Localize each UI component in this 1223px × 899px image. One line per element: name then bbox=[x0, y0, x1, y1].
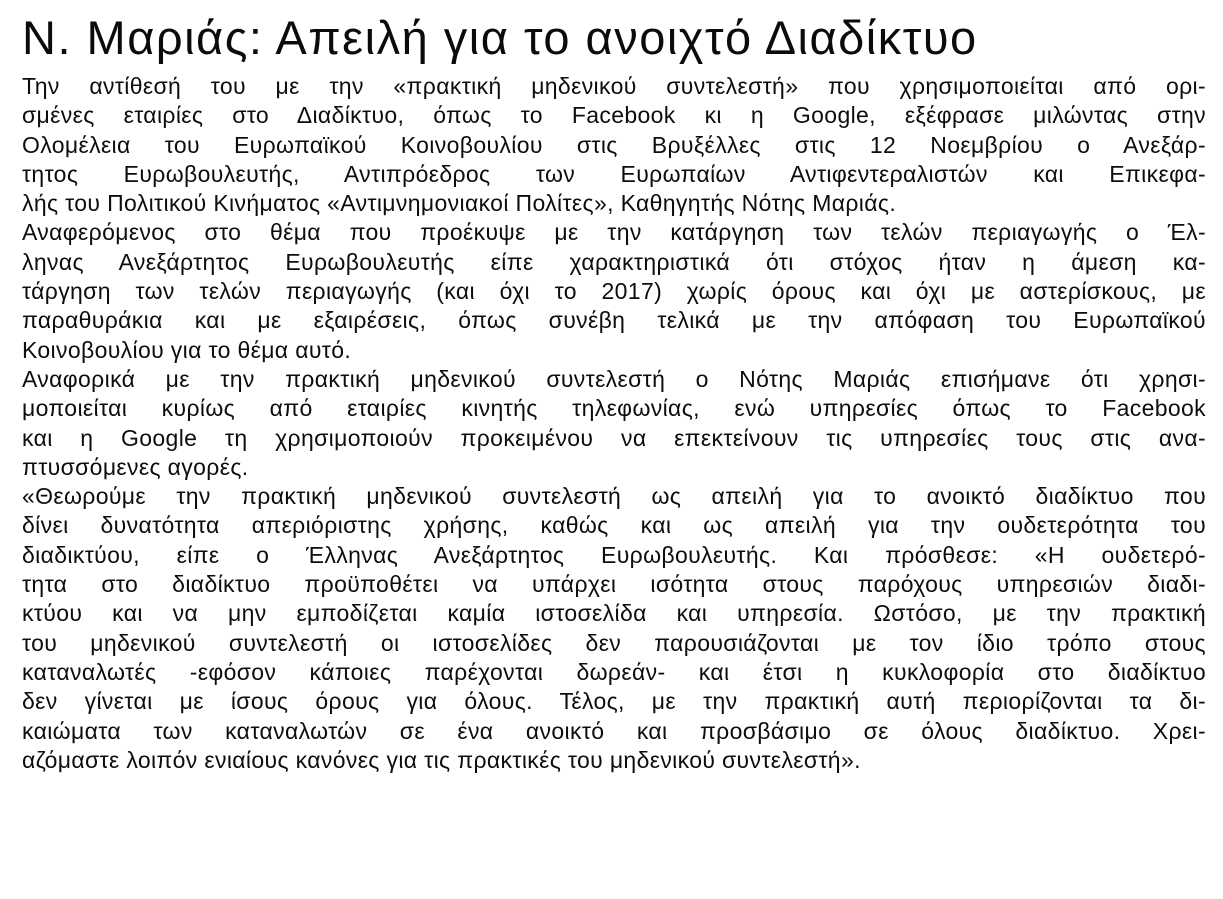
text-line: αζόμαστε λοιπόν ενιαίους κανόνες για τις πρακτικές του μηδενικού συντελεστή». bbox=[22, 746, 861, 773]
text-line: καταναλωτές -εφόσον κάποιες παρέχονται δωρεάν- και έτσι η κυκλοφορία στο διαδίκτυο bbox=[22, 658, 1206, 685]
paragraph-4 bbox=[22, 482, 1206, 775]
paragraph-2 bbox=[22, 218, 1206, 364]
text-line: διαδικτύου, είπε ο Έλληνας Ανεξάρτητος Ευρωβουλευτής. Και πρόσθεσε: «Η ουδετερό- bbox=[22, 541, 1206, 568]
text-line: μοποιείται κυρίως από εταιρίες κινητής τηλεφωνίας, ενώ υπηρεσίες όπως το Facebook bbox=[22, 395, 1206, 422]
article-headline: Ν. Μαριάς: Απειλή για το ανοιχτό Διαδίκτυο bbox=[22, 11, 978, 64]
text-line: τάργηση των τελών περιαγωγής (και όχι το 2017) χωρίς όρους και όχι με αστερίσκους, με bbox=[22, 278, 1206, 305]
text-line: δίνει δυνατότητα απεριόριστης χρήσης, καθώς και ως απειλή για την ουδετερότητα του bbox=[22, 512, 1206, 539]
text-line: τητα στο διαδίκτυο προϋποθέτει να υπάρχει ισότητα στους παρόχους υπηρεσιών διαδι- bbox=[22, 571, 1206, 598]
text-line: «Θεωρούμε την πρακτική μηδενικού συντελεστή ως απειλή για το ανοικτό διαδίκτυο που bbox=[22, 483, 1206, 510]
text-line: Αναφορικά με την πρακτική μηδενικού συντελεστή ο Νότης Μαριάς επισήμανε ότι χρησι- bbox=[22, 365, 1206, 392]
text-line: παραθυράκια και με εξαιρέσεις, όπως συνέβη τελικά με την απόφαση του Ευρωπαϊκού bbox=[22, 307, 1206, 334]
paragraph-1 bbox=[22, 72, 1206, 218]
text-line: του μηδενικού συντελεστή οι ιστοσελίδες δεν παρουσιάζονται με τον ίδιο τρόπο στους bbox=[22, 629, 1206, 656]
article-body bbox=[22, 72, 1206, 775]
text-line: Την αντίθεσή του με την «πρακτική μηδενικού συντελεστή» που χρησιμοποιείται από ορι- bbox=[22, 73, 1206, 99]
text-line: και η Google τη χρησιμοποιούν προκειμένου να επεκτείνουν τις υπηρεσίες τους στις ανα- bbox=[22, 424, 1206, 451]
text-line: τητος Ευρωβουλευτής, Αντιπρόεδρος των Ευρωπαίων Αντιφεντεραλιστών και Επικεφα- bbox=[22, 160, 1206, 187]
text-line: δεν γίνεται με ίσους όρους για όλους. Τέλος, με την πρακτική αυτή περιορίζονται τα δι- bbox=[22, 688, 1206, 715]
text-line: κτύου και να μην εμποδίζεται καμία ιστοσελίδα και υπηρεσία. Ωστόσο, με την πρακτική bbox=[22, 600, 1206, 627]
text-line: πτυσσόμενες αγορές. bbox=[22, 453, 249, 480]
text-line: λής του Πολιτικού Κινήματος «Αντιμνημονιακοί Πολίτες», Καθηγητής Νότης Μαριάς. bbox=[22, 190, 897, 217]
text-line: καιώματα των καταναλωτών σε ένα ανοικτό και προσβάσιμο σε όλους διαδίκτυο. Χρει- bbox=[22, 717, 1206, 744]
text-line: σμένες εταιρίες στο Διαδίκτυο, όπως το Facebook κι η Google, εξέφρασε μιλώντας στην bbox=[22, 102, 1206, 129]
paragraph-3 bbox=[22, 365, 1206, 482]
text-line: Κοινοβουλίου για το θέμα αυτό. bbox=[22, 336, 352, 363]
text-line: Αναφερόμενος στο θέμα που προέκυψε με την κατάργηση των τελών περιαγωγής ο Έλ- bbox=[22, 219, 1206, 246]
text-line: Ολομέλεια του Ευρωπαϊκού Κοινοβουλίου στις Βρυξέλλες στις 12 Νοεμβρίου ο Ανεξάρ- bbox=[22, 131, 1206, 158]
text-line: ληνας Ανεξάρτητος Ευρωβουλευτής είπε χαρακτηριστικά ότι στόχος ήταν η άμεση κα- bbox=[22, 248, 1206, 275]
